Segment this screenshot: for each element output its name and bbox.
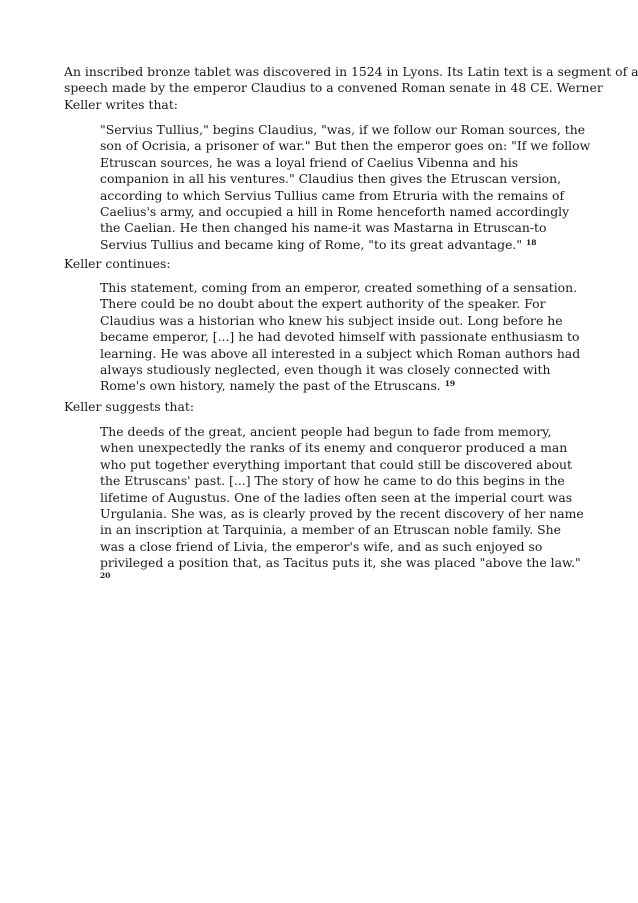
quote-line: when unexpectedly the ranks of its enemy and conqueror produced a man <box>100 440 568 456</box>
quote-line-text: Rome's own history, namely the past of the Etruscans. <box>100 378 441 394</box>
quote-line: was a close friend of Livia, the emperor's wife, and as such enjoyed so <box>100 538 543 554</box>
intro-paragraph <box>64 64 638 113</box>
quote-line: Claudius was a historian who knew his subject inside out. Long before he <box>100 312 563 328</box>
quote-line: The deeds of the great, ancient people had begun to fade from memory, <box>100 424 552 439</box>
block-quote-urgulania <box>100 424 584 580</box>
quote-line: This statement, coming from an emperor, created something of a sensation. <box>100 280 578 295</box>
quote-line: lifetime of Augustus. One of the ladies often seen at the imperial court was <box>100 489 573 505</box>
block-quote-claudius <box>100 122 591 253</box>
quote-line: Etruscan sources, he was a loyal friend of Caelius Vibenna and his <box>100 154 519 170</box>
footnote-marker: 19 <box>444 379 456 389</box>
quote-line: son of Ocrisia, a prisoner of war." But then the emperor goes on: "If we follow <box>100 138 591 154</box>
quote-line: privileged a position that, as Tacitus puts it, she was placed "above the law." <box>100 555 581 571</box>
quote-line: "Servius Tullius," begins Claudius, "was, if we follow our Roman sources, the <box>100 122 586 137</box>
footnote-marker: 18 <box>526 237 537 247</box>
quote-line-last <box>100 378 550 394</box>
quote-line-last <box>100 237 550 253</box>
quote-line: companion in all his ventures." Claudius then gives the Etruscan version, <box>100 171 562 187</box>
quote-line: Caelius's army, and occupied a hill in Rome henceforth named accordingly <box>100 204 570 220</box>
quote-line: who put together everything important that could still be discovered about <box>100 456 573 472</box>
quote-line: became emperor, [...] he had devoted himself with passionate enthusiasm to <box>100 329 580 345</box>
text-line: Keller writes that: <box>64 96 178 112</box>
quote-line: always studiously neglected, even though it was closely connected with <box>100 362 551 378</box>
quote-line: in an inscription at Tarquinia, a member of an Etruscan noble family. She <box>100 522 561 538</box>
transition-paragraph-suggests: Keller suggests that: <box>64 399 195 414</box>
transition-paragraph-continues: Keller continues: <box>64 256 171 271</box>
block-quote-sensation <box>100 280 581 395</box>
quote-line: the Caelian. He then changed his name-it was Mastarna in Etruscan-to <box>100 220 547 236</box>
quote-line-text: Servius Tullius and became king of Rome, "to its great advantage." <box>100 236 523 252</box>
text-line: An inscribed bronze tablet was discovered in 1524 in Lyons. Its Latin text is a segment of a <box>64 64 638 79</box>
quote-line: learning. He was above all interested in a subject which Roman authors had <box>100 345 581 361</box>
quote-line: There could be no doubt about the expert authority of the speaker. For <box>100 296 546 312</box>
quote-line: the Etruscans' past. [...] The story of how he came to do this begins in the <box>100 473 565 489</box>
footnote-marker: 20 <box>100 570 111 580</box>
quote-line: Urgulania. She was, as is clearly proved by the recent discovery of her name <box>100 506 584 522</box>
text-line: speech made by the emperor Claudius to a convened Roman senate in 48 CE. Werner <box>64 80 603 96</box>
quote-line: according to which Servius Tullius came from Etruria with the remains of <box>100 187 565 203</box>
